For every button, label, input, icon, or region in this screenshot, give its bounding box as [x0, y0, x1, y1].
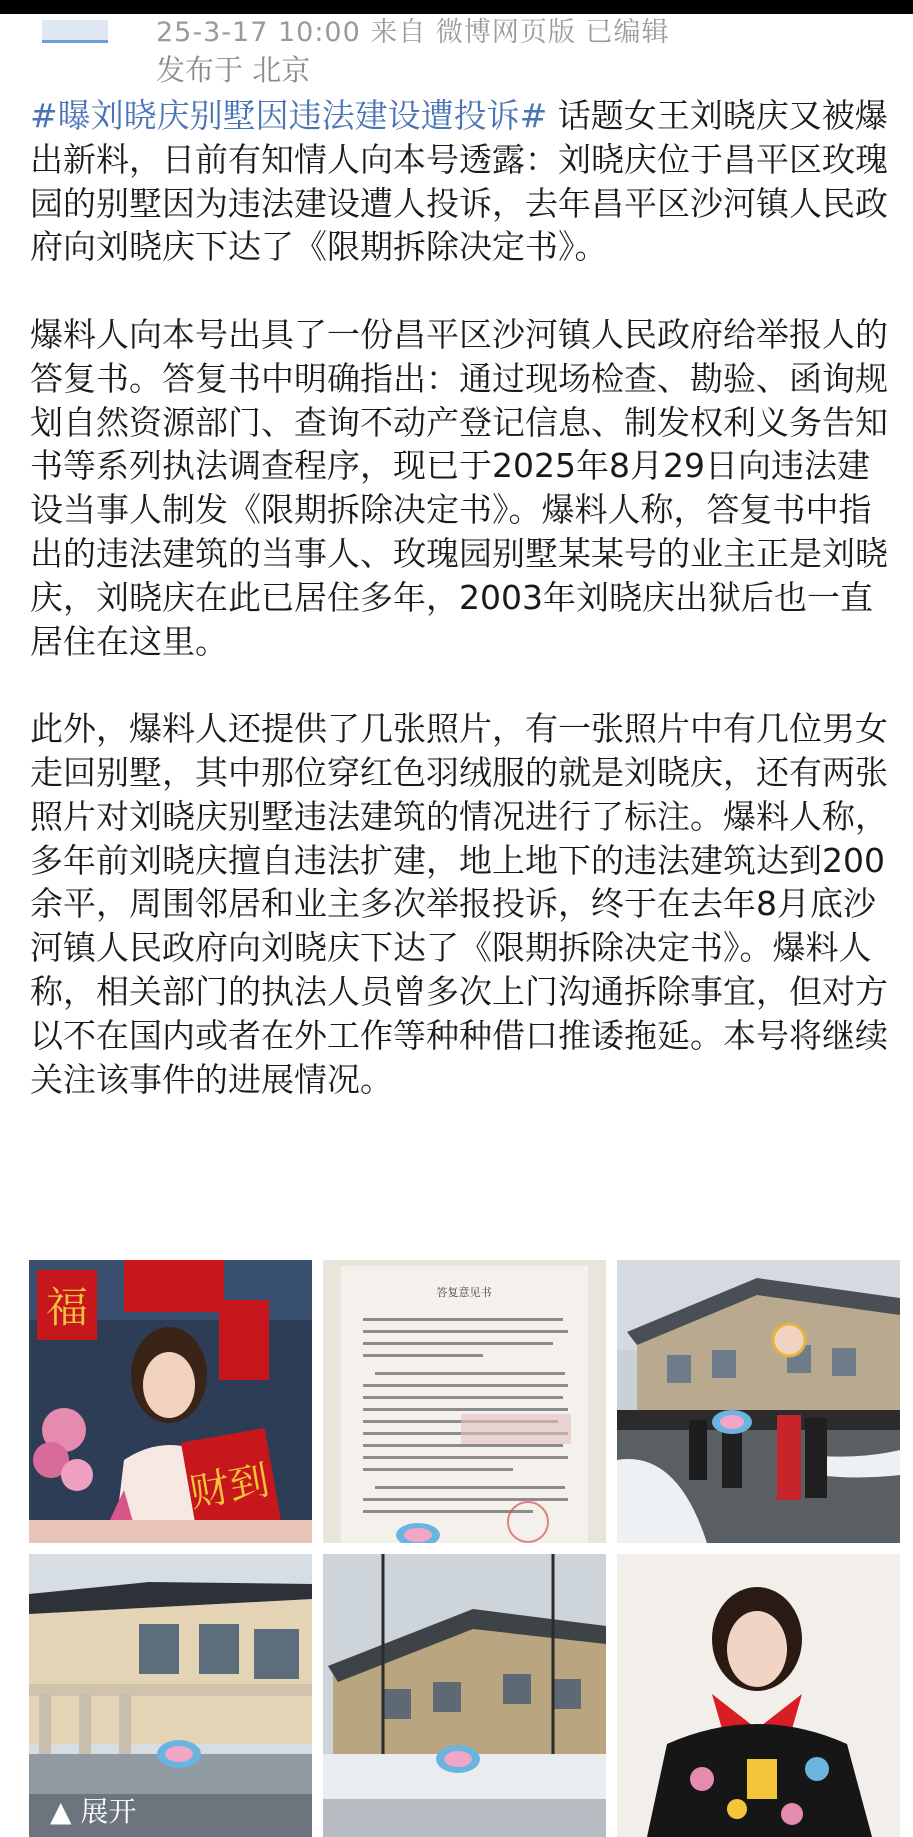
photo-2[interactable]	[323, 1260, 606, 1543]
avatar[interactable]	[42, 20, 108, 43]
document-title: 答复意见书	[436, 1286, 492, 1299]
photo-5[interactable]	[323, 1554, 606, 1837]
topic-link[interactable]: #曝刘晓庆别墅因违法建设遭投诉#	[30, 96, 548, 135]
paragraph-1-text: 话题女王刘晓庆又被爆出新料，日前有知情人向本号透露：刘晓庆位于昌平区玫瑰园的别墅因为违法建设遭人投诉，去年昌平区沙河镇人民政府向刘晓庆下达了《限期拆除决定书》。	[30, 96, 888, 267]
post-time-source: 25-3-17 10:00 来自 微博网页版 已编辑	[156, 17, 670, 48]
cai-dao-text: 财到	[185, 1457, 273, 1517]
photo-1[interactable]	[29, 1260, 312, 1543]
paragraph-1	[30, 94, 900, 269]
post-body	[30, 94, 900, 1101]
photo-3[interactable]	[617, 1260, 900, 1543]
paragraph-3: 此外，爆料人还提供了几张照片，有一张照片中有几位男女走回别墅，其中那位穿红色羽绒服的就是刘晓庆，还有两张照片对刘晓庆别墅违法建筑的情况进行了标注。爆料人称，多年前刘晓庆擅自违法扩建，地上地下的违法建筑达到200余平，周围邻居和业主多次举报投诉，终于在去年8月底沙河镇人民政府向刘晓庆下达了《限期拆除决定书》。爆料人称，相关部门的执法人员曾多次上门沟通拆除事宜，但对方以不在国内或者在外工作等种种借口推诿拖延。本号将继续关注该事件的进展情况。	[30, 709, 888, 1099]
post-location: 发布于 北京	[156, 53, 311, 87]
paragraph-2: 爆料人向本号出具了一份昌平区沙河镇人民政府给举报人的答复书。答复书中明确指出：通过现场检查、勘验、函询规划自然资源部门、查询不动产登记信息、制发权利义务告知书等系列执法调查程序，现已于2025年8月29日向违法建设当事人制发《限期拆除决定书》。爆料人称，答复书中指出的违法建筑的当事人、玫瑰园别墅某某号的业主正是刘晓庆，刘晓庆在此已居住多年，2003年刘晓庆出狱后也一直居住在这里。	[30, 314, 888, 661]
post-meta	[0, 14, 913, 87]
photo-6[interactable]	[617, 1554, 900, 1837]
fu-character: 福	[45, 1283, 89, 1332]
expand-button[interactable]: ▲ 展开	[50, 1795, 137, 1828]
